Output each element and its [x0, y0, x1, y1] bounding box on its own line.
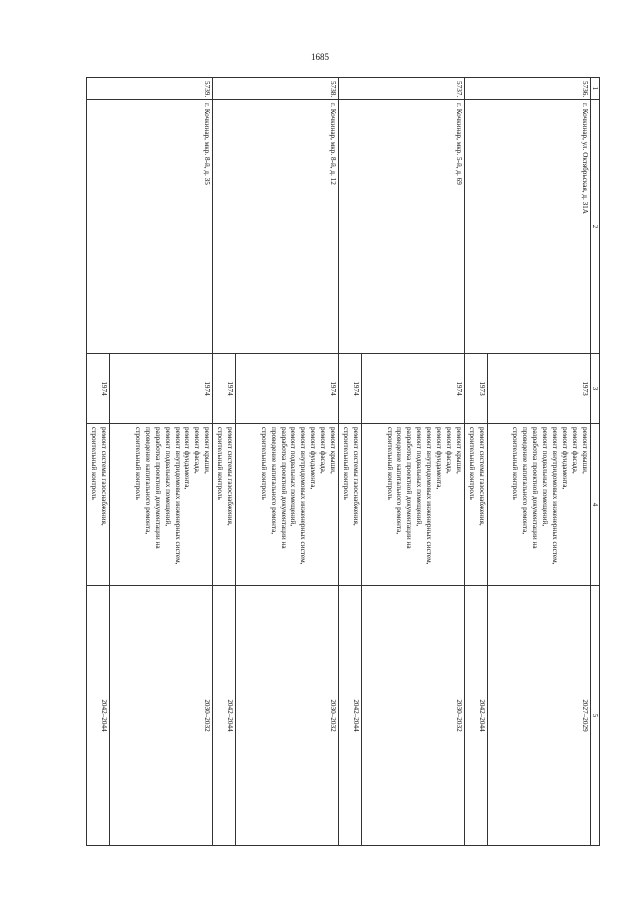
record-number-cell: 5737. [339, 78, 465, 100]
works-cell: ремонт крыши, ремонт фасада, ремонт фундамента, ремонт внутридомовых инженерных систем, ремонт подвальных помещений, разработка проектной документации на проведение капитального ремонта, строительный контроль [488, 424, 591, 586]
address-cell: г. Кочкинар, ул. Октябрьская, д. 31А [465, 100, 591, 354]
year-cell: 1974 [362, 354, 465, 424]
period-cell: 2027–2029 [488, 586, 591, 846]
address-cell: г. Кочкинар, мкр. 8-й, д. 12 [213, 100, 339, 354]
record-number-cell: 5739. [87, 78, 213, 100]
period-cell: 2042–2044 [87, 586, 110, 846]
column-number-cell: 1 [591, 78, 600, 100]
record-number-cell: 5738. [213, 78, 339, 100]
period-cell: 2042–2044 [465, 586, 488, 846]
column-number-cell: 4 [591, 424, 600, 586]
year-cell: 1974 [87, 354, 110, 424]
table-row [110, 78, 213, 846]
rotated-table-container [88, 77, 600, 845]
works-cell: ремонт системы газоснабжения, строительный контроль [213, 424, 236, 586]
table-row [236, 78, 339, 846]
year-cell: 1974 [110, 354, 213, 424]
table-row [362, 78, 465, 846]
column-number-cell: 2 [591, 100, 600, 354]
period-cell: 2030–2032 [362, 586, 465, 846]
year-cell: 1974 [339, 354, 362, 424]
column-number-cell: 3 [591, 354, 600, 424]
address-cell: г. Кочкинар, мкр. 5-й, д. 69 [339, 100, 465, 354]
period-cell: 2042–2044 [339, 586, 362, 846]
works-cell: ремонт крыши, ремонт фасада, ремонт фундамента, ремонт внутридомовых инженерных систем, ремонт подвальных помещений, разработка проектной документации на проведение капитального ремонта, строительный контроль [362, 424, 465, 586]
year-cell: 1974 [213, 354, 236, 424]
table-row [488, 78, 591, 846]
works-cell: ремонт крыши, ремонт фасада, ремонт фундамента, ремонт внутридомовых инженерных систем, ремонт подвальных помещений, разработка проектной документации на проведение капитального ремонта, строительный контроль [236, 424, 339, 586]
address-cell: г. Кочкинар, мкр. 8-й, д. 35 [87, 100, 213, 354]
capital-repair-table [87, 77, 601, 846]
year-cell: 1973 [465, 354, 488, 424]
year-cell: 1974 [236, 354, 339, 424]
period-cell: 2042–2044 [213, 586, 236, 846]
works-cell: ремонт крыши, ремонт фасада, ремонт фундамента, ремонт внутридомовых инженерных систем, ремонт подвальных помещений, разработка проектной документации на проведение капитального ремонта, строительный контроль [110, 424, 213, 586]
table-body [87, 78, 600, 846]
page-number: 1685 [311, 52, 329, 62]
works-cell: ремонт системы газоснабжения, строительный контроль [87, 424, 110, 586]
year-cell: 1973 [488, 354, 591, 424]
column-number-row [591, 78, 600, 846]
record-number-cell: 5736. [465, 78, 591, 100]
period-cell: 2030–2032 [110, 586, 213, 846]
works-cell: ремонт системы газоснабжения, строительный контроль [339, 424, 362, 586]
works-cell: ремонт системы газоснабжения, строительный контроль [465, 424, 488, 586]
column-number-cell: 5 [591, 586, 600, 846]
period-cell: 2030–2032 [236, 586, 339, 846]
